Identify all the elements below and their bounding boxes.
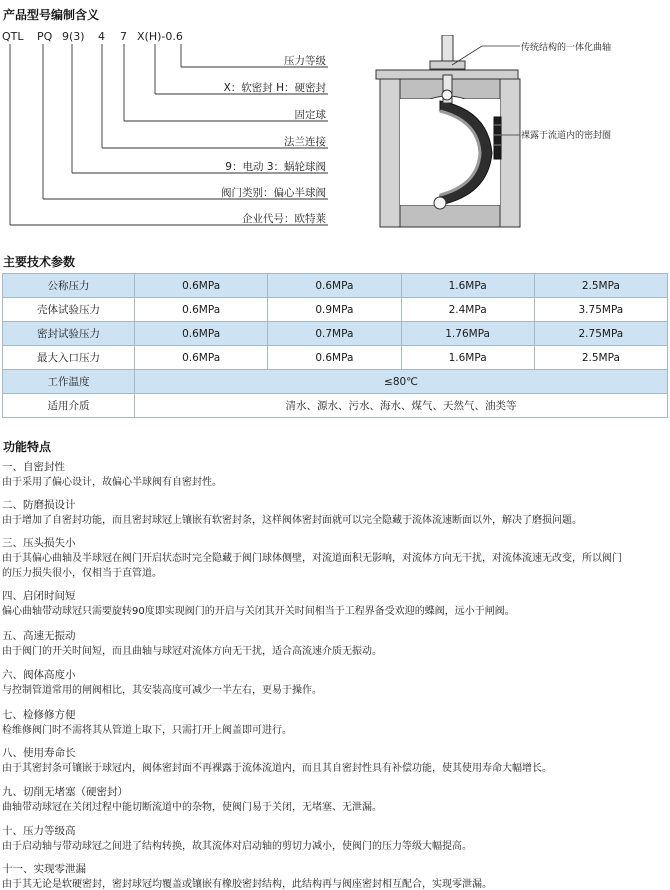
feature-8-title: 八、使用寿命长 <box>2 747 76 759</box>
table-row <box>3 370 668 394</box>
table-row <box>3 322 668 346</box>
label-fixed-ball: 固定球 <box>294 109 326 121</box>
features-section-title: 功能特点 <box>3 440 52 454</box>
label-drive: 9：电动 3：蜗轮球阀 <box>225 161 326 173</box>
table-cell: 0.6MPa <box>135 346 268 370</box>
label-company: 企业代号：欧特莱 <box>242 213 326 225</box>
row-label: 公称压力 <box>3 274 135 298</box>
feature-1-title: 一、自密封性 <box>2 461 65 473</box>
table-cell: 0.6MPa <box>135 274 268 298</box>
model-section-title: 产品型号编制含义 <box>3 8 100 22</box>
feature-5-title: 五、高速无振动 <box>2 630 76 642</box>
row-label: 最大入口压力 <box>3 346 135 370</box>
valve-section-diagram <box>370 35 540 230</box>
table-cell: 2.75MPa <box>534 322 667 346</box>
label-valve-class: 阀门类别：偏心半球阀 <box>221 187 326 199</box>
table-cell: 2.5MPa <box>534 274 667 298</box>
table-cell: 0.6MPa <box>135 322 268 346</box>
feature-11-body: 由于其无论是软硬密封，密封球冠均覆盖或镶嵌有橡胶密封结构，此结构再与阀座密封相互配合，实现零泄漏。 <box>2 879 492 890</box>
annotation-seal-ring: 裸露于流道内的密封圈 <box>521 131 612 141</box>
row-label: 壳体试验压力 <box>3 298 135 322</box>
label-flange: 法兰连接 <box>284 136 326 148</box>
table-row <box>3 274 668 298</box>
table-cell: 1.6MPa <box>401 274 534 298</box>
code-pq: PQ <box>37 30 53 43</box>
feature-10-body: 由于启动轴与带动球冠之间进了结构转换，故其流体对启动轴的剪切力减小，使阀门的压力等级大幅提高。 <box>2 841 472 852</box>
feature-4-title: 四、启闭时间短 <box>2 590 76 602</box>
table-cell: 1.76MPa <box>401 322 534 346</box>
specs-section-title: 主要技术参数 <box>3 255 76 269</box>
feature-9-title: 九、切削无堵塞（硬密封） <box>2 786 128 798</box>
feature-10-title: 十、压力等级高 <box>2 825 76 837</box>
table-row <box>3 346 668 370</box>
row-label: 工作温度 <box>3 370 135 394</box>
table-cell: 3.75MPa <box>534 298 667 322</box>
table-cell: 0.6MPa <box>268 346 401 370</box>
feature-3-body-line1: 由于其偏心曲轴及半球冠在阀门开启状态时完全隐藏于阀门球体侧壁，对流道面积无影响，对流体方向无干扰，对流体流速无改变，所以阀门 <box>2 553 622 564</box>
specs-table <box>2 273 668 418</box>
table-cell: 2.5MPa <box>534 346 667 370</box>
code-structure: 7 <box>120 30 127 43</box>
annotation-crankshaft: 传统结构的一体化曲轴 <box>521 43 612 53</box>
feature-3-body-line2: 的压力损失很小，仅相当于直管道。 <box>2 568 162 579</box>
feature-6-title: 六、阀体高度小 <box>2 669 76 681</box>
feature-3-title: 三、压头损失小 <box>2 537 76 549</box>
code-drive: 9(3) <box>62 30 85 43</box>
code-qtl: QTL <box>2 30 24 43</box>
row-label: 适用介质 <box>3 394 135 418</box>
row-label: 密封试验压力 <box>3 322 135 346</box>
table-cell: 清水、源水、污水、海水、煤气、天然气、油类等 <box>135 394 668 418</box>
label-pressure-class: 压力等级 <box>284 55 326 67</box>
table-cell: 0.7MPa <box>268 322 401 346</box>
feature-5-body: 由于阀门的开关时间短，而且曲轴与球冠对流体方向无干扰，适合高流速介质无振动。 <box>2 646 382 657</box>
code-connection: 4 <box>98 30 105 43</box>
table-cell: 2.4MPa <box>401 298 534 322</box>
feature-9-body: 曲轴带动球冠在关闭过程中能切断流道中的杂物，使阀门易于关闭，无堵塞、无泄漏。 <box>2 802 382 813</box>
table-cell: 0.6MPa <box>135 298 268 322</box>
table-cell: 1.6MPa <box>401 346 534 370</box>
table-row <box>3 394 668 418</box>
feature-8-body: 由于其密封条可镶嵌于球冠内，阀体密封面不再裸露于流体流道内，而且其自密封性具有补偿功能，使其使用寿命大幅增长。 <box>2 763 552 774</box>
feature-6-body: 与控制管道常用的闸阀相比，其安装高度可减少一半左右，更易于操作。 <box>2 685 322 696</box>
feature-7-body: 检维修阀门时不需将其从管道上取下，只需打开上阀盖即可进行。 <box>2 725 292 736</box>
label-seal-type: X：软密封 H：硬密封 <box>223 82 326 94</box>
code-seal-pressure: X(H)-0.6 <box>137 30 183 43</box>
feature-7-title: 七、检修修方便 <box>2 709 76 721</box>
table-cell: ≤80℃ <box>135 370 668 394</box>
feature-4-body: 偏心曲轴带动球冠只需要旋转90度即实现阀门的开启与关闭其开关时间相当于工程界备受欢迎的蝶阀，远小于闸阀。 <box>2 606 515 617</box>
feature-2-title: 二、防磨损设计 <box>2 499 76 511</box>
feature-1-body: 由于采用了偏心设计，故偏心半球阀有自密封性。 <box>2 477 222 488</box>
table-row <box>3 298 668 322</box>
feature-11-title: 十一、实现零泄漏 <box>2 863 86 875</box>
table-cell: 0.6MPa <box>268 274 401 298</box>
table-cell: 0.9MPa <box>268 298 401 322</box>
feature-2-body: 由于增加了自密封功能，而且密封球冠上镶嵌有软密封条，这样阀体密封面就可以完全隐藏于流体流速断面以外，解决了磨损问题。 <box>2 515 582 526</box>
